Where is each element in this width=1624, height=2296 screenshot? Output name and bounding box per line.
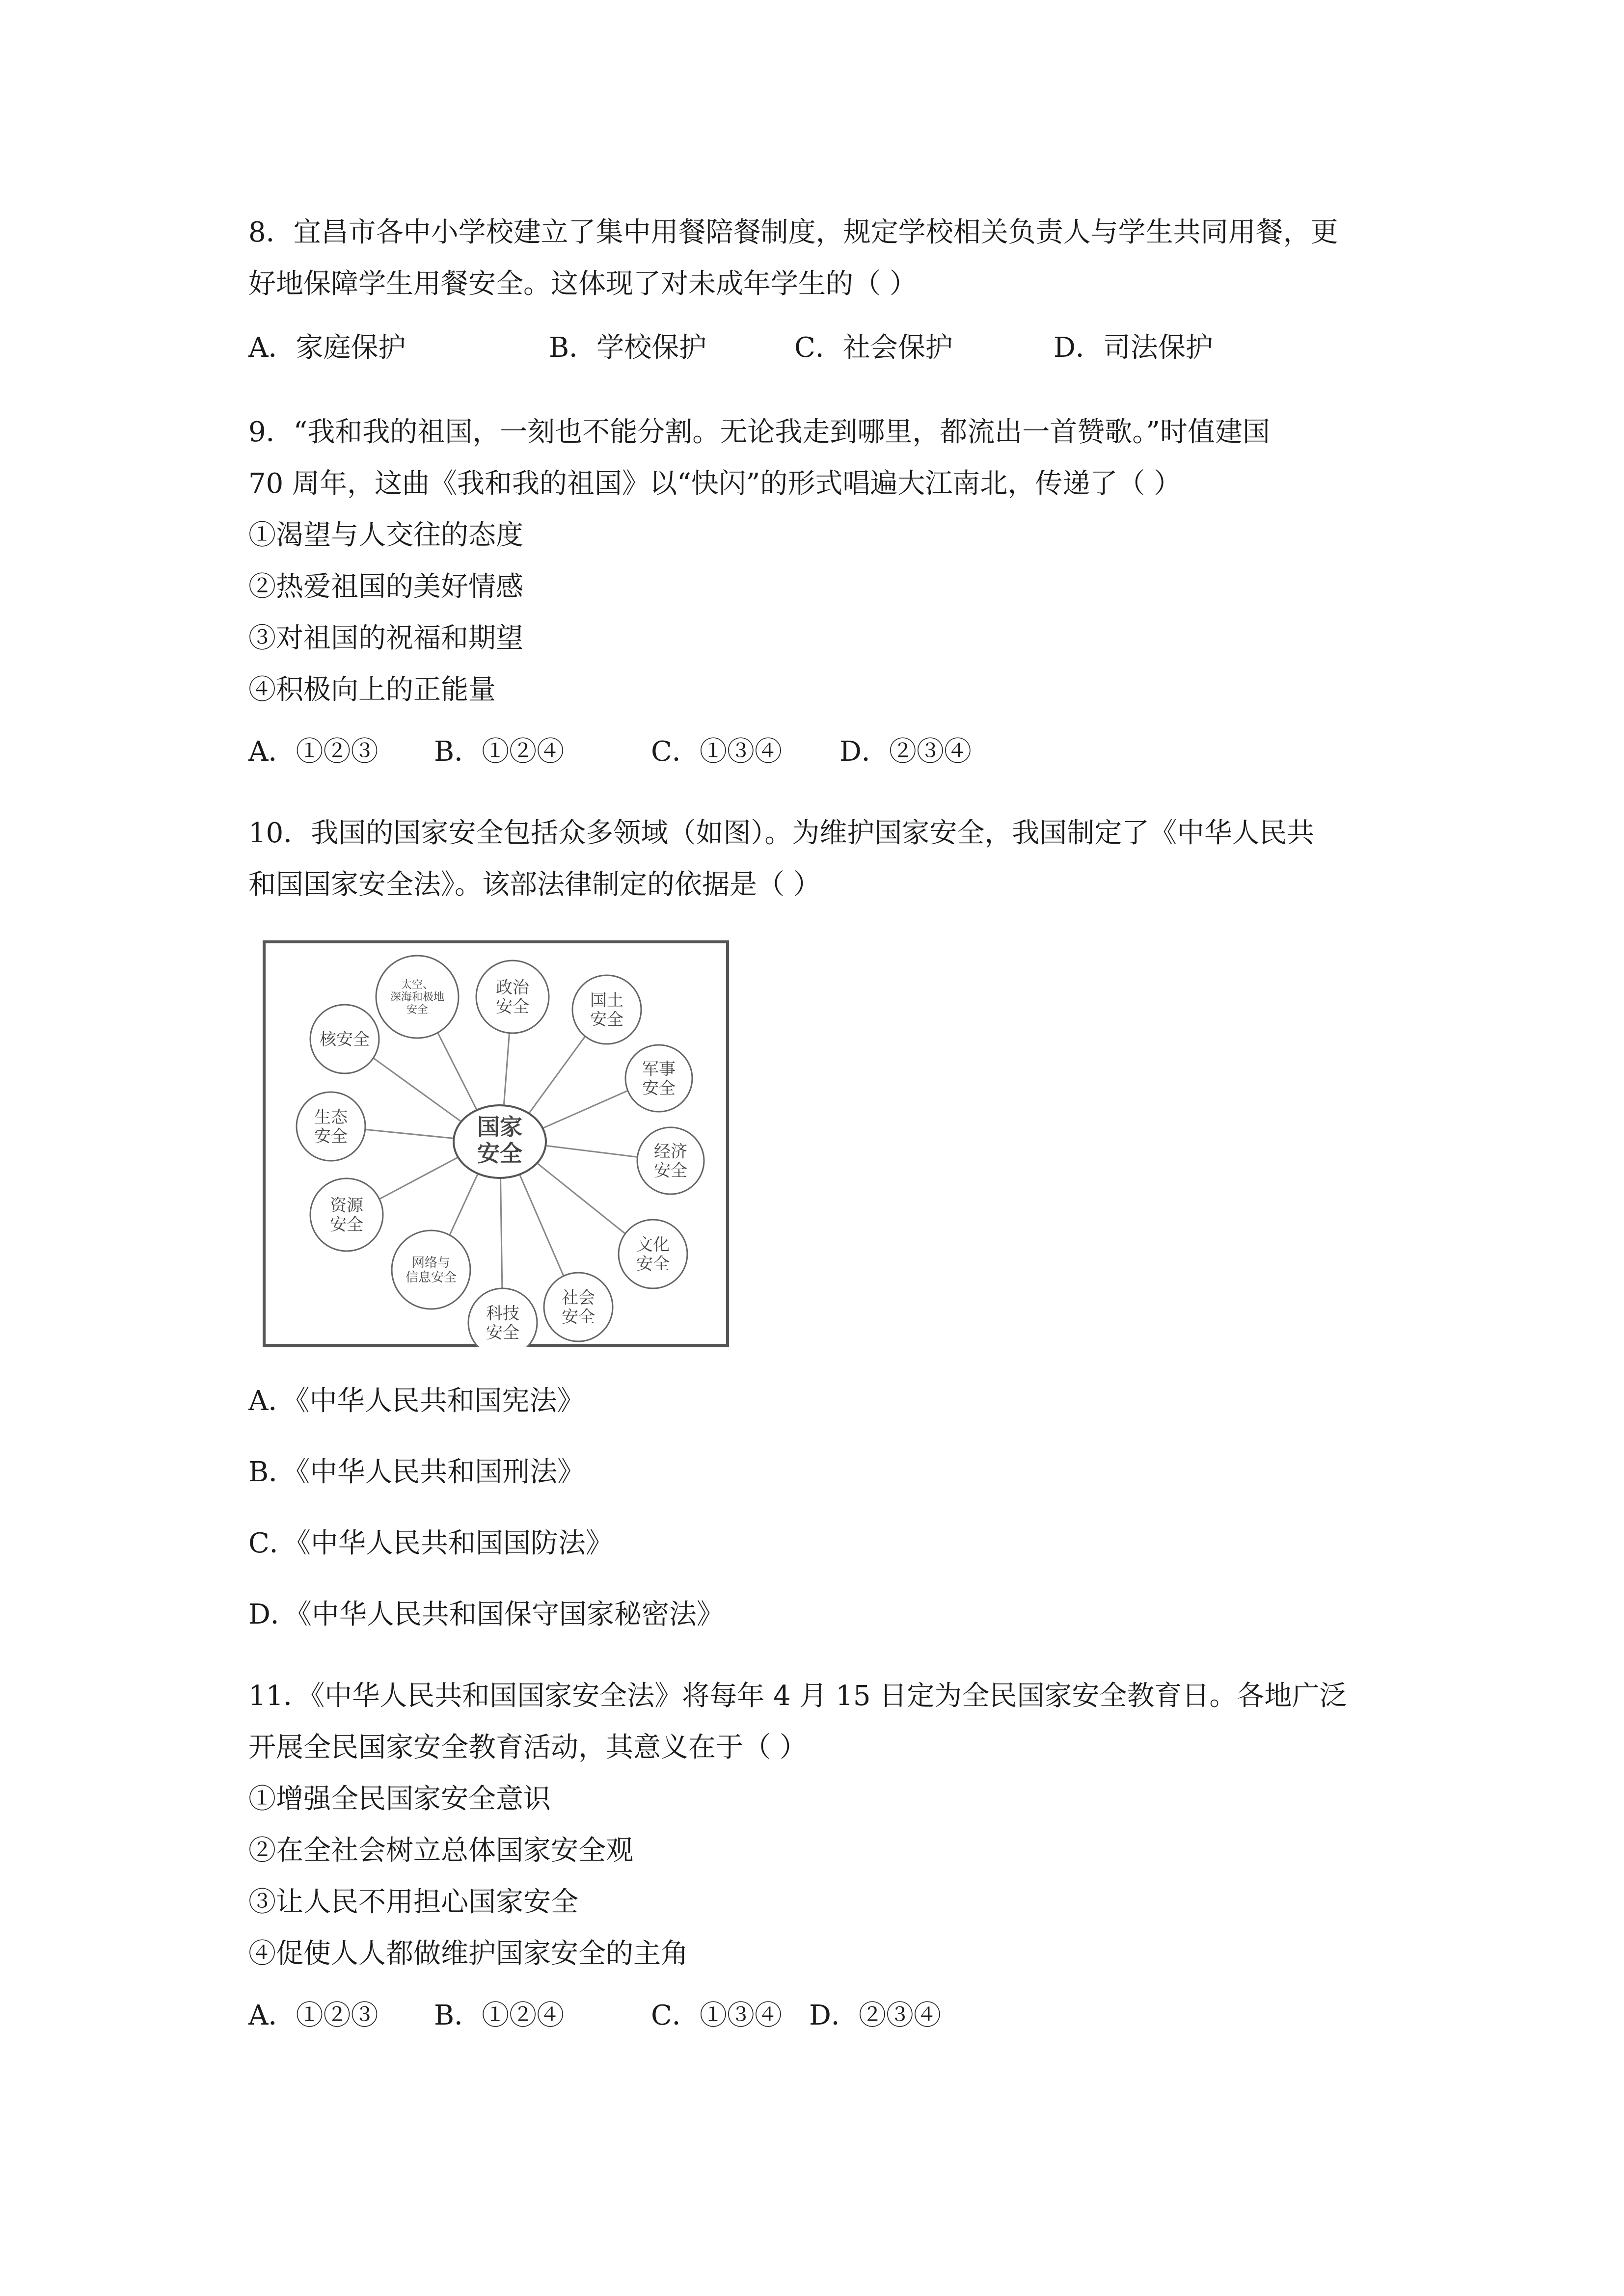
q9-option-a: A．①②③ bbox=[248, 736, 379, 768]
q8-option-b: B．学校保护 bbox=[549, 332, 707, 364]
q11-option-b: B．①②④ bbox=[434, 2000, 565, 2031]
q10-stem-line2: 和国国家安全法》。该部法律制定的依据是（ ） bbox=[248, 869, 821, 901]
diagram-node bbox=[637, 1127, 704, 1194]
diagram-node-label: 国土安全 bbox=[590, 990, 623, 1030]
diagram-node bbox=[310, 1005, 379, 1073]
diagram-node bbox=[572, 975, 641, 1044]
q9-item-1: ①渴望与人交往的态度 bbox=[248, 519, 523, 551]
q11-stem-line2: 开展全民国家安全教育活动，其意义在于（ ） bbox=[248, 1732, 807, 1763]
diagram-node-label: 资源安全 bbox=[330, 1196, 363, 1235]
q8-option-c: C．社会保护 bbox=[794, 332, 953, 364]
diagram-node bbox=[310, 1178, 383, 1251]
diagram-node-label: 核安全 bbox=[320, 1029, 370, 1049]
diagram-node-label: 政治安全 bbox=[496, 978, 529, 1017]
q10-option-d: D．《中华人民共和国保守国家秘密法》 bbox=[248, 1599, 724, 1630]
diagram-node-label: 军事安全 bbox=[642, 1059, 676, 1098]
q9-option-c: C．①③④ bbox=[651, 736, 782, 768]
diagram-node-label: 太空、深海和极地安全 bbox=[390, 979, 445, 1016]
q9-item-2: ②热爱祖国的美好情感 bbox=[248, 571, 523, 603]
q9-option-b: B．①②④ bbox=[434, 736, 565, 768]
q9-option-d: D．②③④ bbox=[839, 736, 972, 768]
diagram-node-label: 经济安全 bbox=[654, 1142, 687, 1181]
q10-option-b: B．《中华人民共和国刑法》 bbox=[248, 1456, 585, 1488]
diagram-center-label-line1: 国家 bbox=[477, 1114, 522, 1140]
diagram-node bbox=[625, 1045, 692, 1112]
diagram-node-label: 社会安全 bbox=[562, 1288, 595, 1327]
q10-option-a: A．《中华人民共和国宪法》 bbox=[248, 1385, 585, 1417]
q11-stem-line1: 11．《中华人民共和国国家安全法》将每年 4 月 15 日定为全民国家安全教育日。各地广泛 bbox=[248, 1680, 1347, 1712]
q9-stem-line2: 70 周年，这曲《我和我的祖国》以“快闪”的形式唱遍大江南北，传递了（ ） bbox=[248, 468, 1182, 500]
diagram-node bbox=[476, 961, 549, 1033]
q11-option-d: D．②③④ bbox=[809, 2000, 941, 2031]
diagram-node bbox=[392, 1230, 470, 1309]
q11-option-c: C．①③④ bbox=[651, 2000, 782, 2031]
diagram-center-label-line2: 安全 bbox=[477, 1140, 522, 1167]
q9-stem-line1: 9．“我和我的祖国，一刻也不能分割。无论我走到哪里，都流出一首赞歌。”时值建国 bbox=[248, 416, 1270, 448]
national-security-diagram bbox=[262, 940, 730, 1347]
diagram-node-label: 网络与信息安全 bbox=[405, 1255, 457, 1285]
q9-item-3: ③对祖国的祝福和期望 bbox=[248, 622, 523, 654]
q11-item-2: ②在全社会树立总体国家安全观 bbox=[248, 1835, 633, 1867]
q11-item-4: ④促使人人都做维护国家安全的主角 bbox=[248, 1938, 688, 1970]
q8-stem-line2: 好地保障学生用餐安全。这体现了对未成年学生的（ ） bbox=[248, 268, 917, 300]
q9-item-4: ④积极向上的正能量 bbox=[248, 674, 496, 706]
diagram-node bbox=[376, 956, 459, 1038]
q8-option-a: A．家庭保护 bbox=[248, 332, 406, 364]
q8-stem-line1: 8．宜昌市各中小学校建立了集中用餐陪餐制度，规定学校相关负责人与学生共同用餐，更 bbox=[248, 216, 1338, 248]
diagram-node-label: 科技安全 bbox=[486, 1304, 519, 1343]
diagram-node bbox=[297, 1092, 365, 1161]
q10-option-c: C．《中华人民共和国国防法》 bbox=[248, 1527, 613, 1559]
q11-option-a: A．①②③ bbox=[248, 2000, 379, 2031]
diagram-node bbox=[544, 1273, 613, 1341]
diagram-center-node bbox=[454, 1105, 546, 1178]
diagram-node bbox=[468, 1288, 537, 1347]
q11-item-3: ③让人民不用担心国家安全 bbox=[248, 1886, 578, 1918]
diagram-node bbox=[619, 1220, 687, 1288]
q10-stem-line1: 10．我国的国家安全包括众多领域（如图）。为维护国家安全，我国制定了《中华人民共 bbox=[248, 817, 1315, 849]
diagram-node-label: 生态安全 bbox=[314, 1107, 348, 1147]
q11-item-1: ①增强全民国家安全意识 bbox=[248, 1783, 551, 1815]
diagram-node-label: 文化安全 bbox=[636, 1235, 670, 1274]
q8-option-d: D．司法保护 bbox=[1054, 332, 1213, 364]
